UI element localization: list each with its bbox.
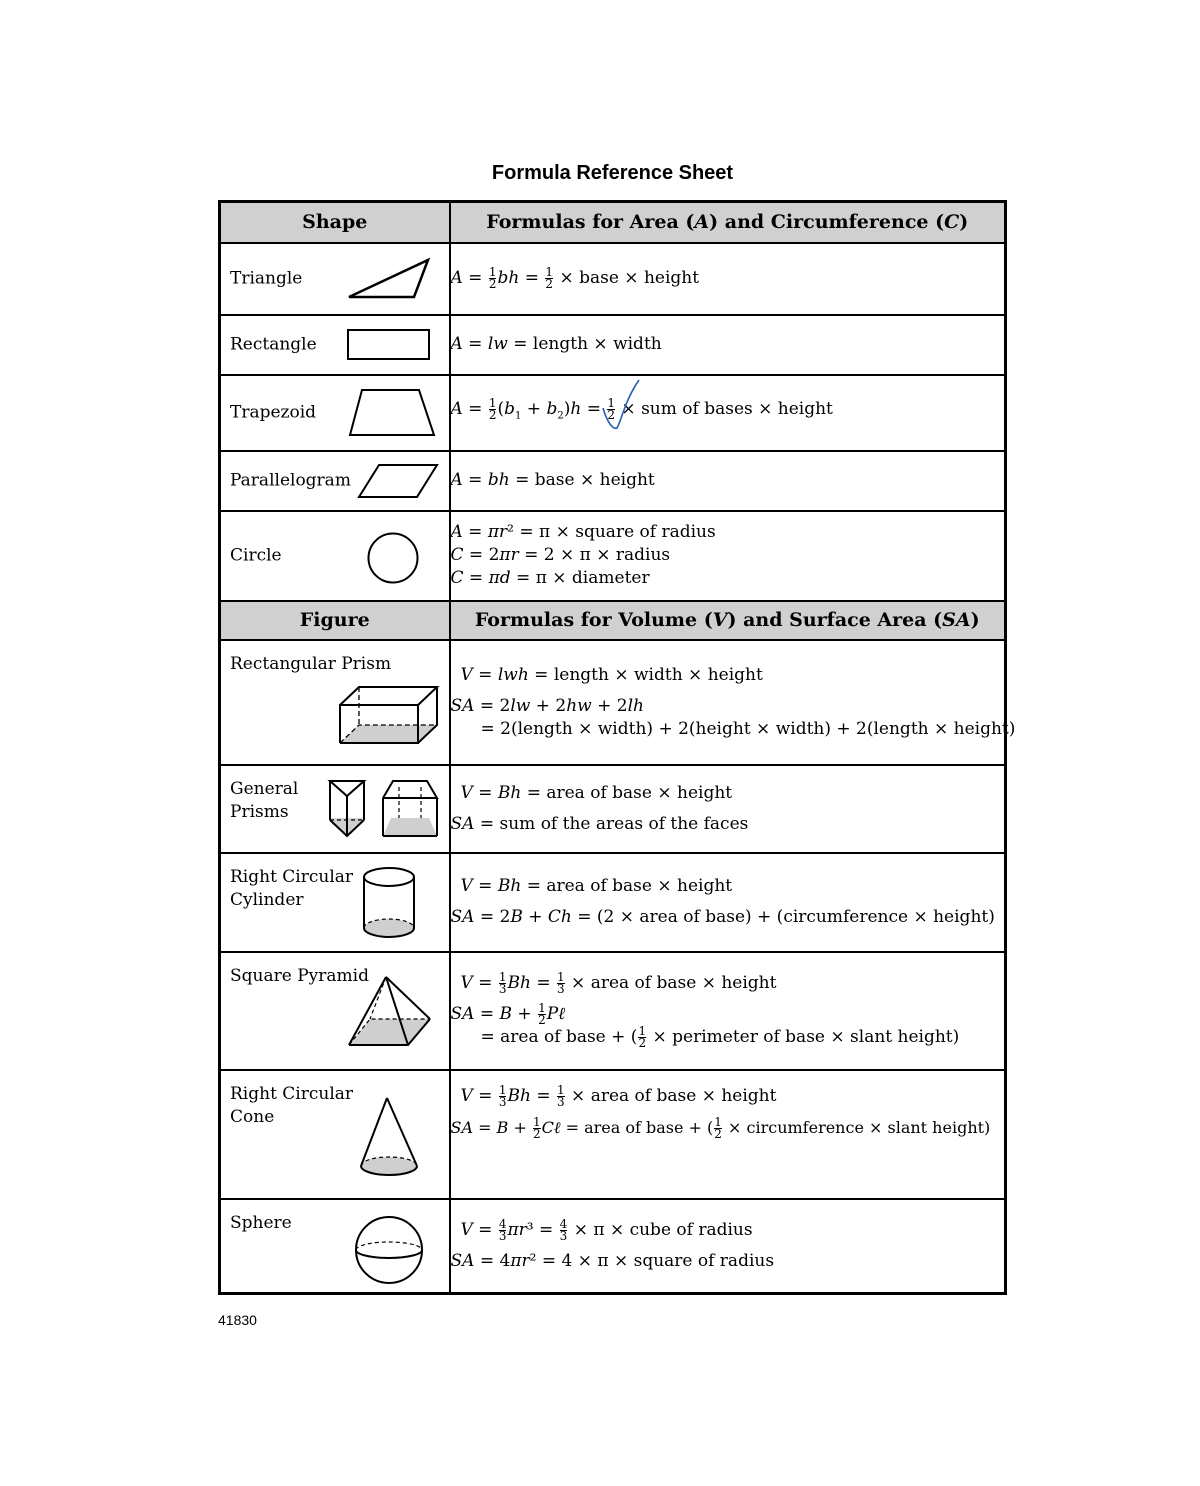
area-header-row	[220, 202, 1006, 243]
figure-name-cell	[220, 640, 450, 765]
table-row	[220, 451, 1006, 511]
rectangle-formula: A = lw = length × width	[450, 315, 1006, 375]
figure-header: Figure	[220, 601, 450, 640]
rectangle-icon	[346, 328, 432, 362]
shape-name-cell	[220, 451, 450, 511]
cone-icon	[357, 1095, 421, 1179]
table-row	[220, 640, 1006, 765]
table-row	[220, 952, 1006, 1070]
volume-formula-header: Formulas for Volume (V) and Surface Area (SA)	[450, 601, 1006, 640]
table-row	[220, 1070, 1006, 1199]
square-pyramid-formula: V = $\frac{1}{3}$ Bh = $\frac{1}{3}$ × area of base × height SA = B + $\frac{1}{2}$ Pℓ = area of base + ( $\frac{1}{2}$ × perimeter of base × slant height)	[450, 952, 1006, 1070]
sphere-icon	[353, 1214, 425, 1286]
figure-name: General Prisms	[230, 778, 299, 822]
shape-name-cell	[220, 315, 450, 375]
shape-header: Shape	[220, 202, 450, 243]
area-formula-header: Formulas for Area (A) and Circumference (C)	[450, 202, 1006, 243]
shape-name: Circle	[230, 545, 282, 565]
table-row	[220, 1199, 1006, 1294]
square-pyramid-icon	[346, 975, 434, 1049]
triangle-formula: A = $\frac{1}{2}$ bh = $\frac{1}{2}$ × base × height	[450, 243, 1006, 315]
document-code: 41830	[218, 1312, 257, 1328]
circle-icon	[366, 531, 420, 585]
parallelogram-icon	[357, 463, 439, 499]
figure-name: Right Circular Cylinder	[230, 866, 354, 910]
shape-name: Trapezoid	[230, 402, 317, 422]
figure-name-cell	[220, 1070, 450, 1199]
figure-name-cell	[220, 765, 450, 853]
shape-name-cell	[220, 511, 450, 601]
table-row	[220, 315, 1006, 375]
figure-name: Sphere	[230, 1212, 292, 1233]
table-row	[220, 375, 1006, 451]
table-row	[220, 511, 1006, 601]
general-prisms-icon	[327, 778, 439, 840]
handwritten-check-mark	[599, 378, 645, 434]
cylinder-formula: V = Bh = area of base × height SA = 2B + Ch = (2 × area of base) + (circumference × height)	[450, 853, 1006, 952]
volume-header-row	[220, 601, 1006, 640]
shape-name: Parallelogram	[230, 470, 351, 490]
rectangular-prism-formula: V = lwh = length × width × height SA = 2lw + 2hw + 2lh = 2(length × width) + 2(height × width) + 2(length × height)	[450, 640, 1006, 765]
trapezoid-formula: A = $\frac{1}{2}$ $(b_1 + b_2)h$ = $\frac{1}{2}$ × sum of bases × height	[450, 375, 1006, 451]
figure-name-cell	[220, 952, 450, 1070]
parallelogram-formula: A = bh = base × height	[450, 451, 1006, 511]
trapezoid-icon	[347, 387, 437, 439]
cylinder-icon	[361, 866, 417, 940]
shape-name-cell	[220, 375, 450, 451]
figure-name: Rectangular Prism	[230, 653, 392, 674]
cone-formula: V = $\frac{1}{3}$ Bh = $\frac{1}{3}$ × area of base × height SA = B + $\frac{1}{2}$ Cℓ = area of base + ( $\frac{1}{2}$ × circumference × slant height)	[450, 1070, 1006, 1199]
figure-name: Square Pyramid	[230, 965, 369, 986]
rectangular-prism-icon	[338, 685, 440, 747]
shape-name-cell	[220, 243, 450, 315]
table-row	[220, 765, 1006, 853]
figure-name-cell	[220, 853, 450, 952]
triangle-icon	[346, 257, 432, 303]
figure-name: Right Circular Cone	[230, 1083, 354, 1127]
table-row	[220, 853, 1006, 952]
shape-name: Rectangle	[230, 334, 317, 354]
shape-name: Triangle	[230, 268, 303, 288]
table-row	[220, 243, 1006, 315]
formula-table	[218, 200, 1016, 1295]
general-prisms-formula: V = Bh = area of base × height SA = sum of the areas of the faces	[450, 765, 1006, 853]
sphere-formula: V = $\frac{4}{3}$ πr³ = $\frac{4}{3}$ × π × cube of radius SA = 4πr² = 4 × π × square of radius	[450, 1199, 1006, 1294]
page-title: Formula Reference Sheet	[491, 162, 734, 184]
figure-name-cell	[220, 1199, 450, 1294]
circle-formula: A = πr² = π × square of radius C = 2πr = 2 × π × radius C = πd = π × diameter	[450, 511, 1006, 601]
